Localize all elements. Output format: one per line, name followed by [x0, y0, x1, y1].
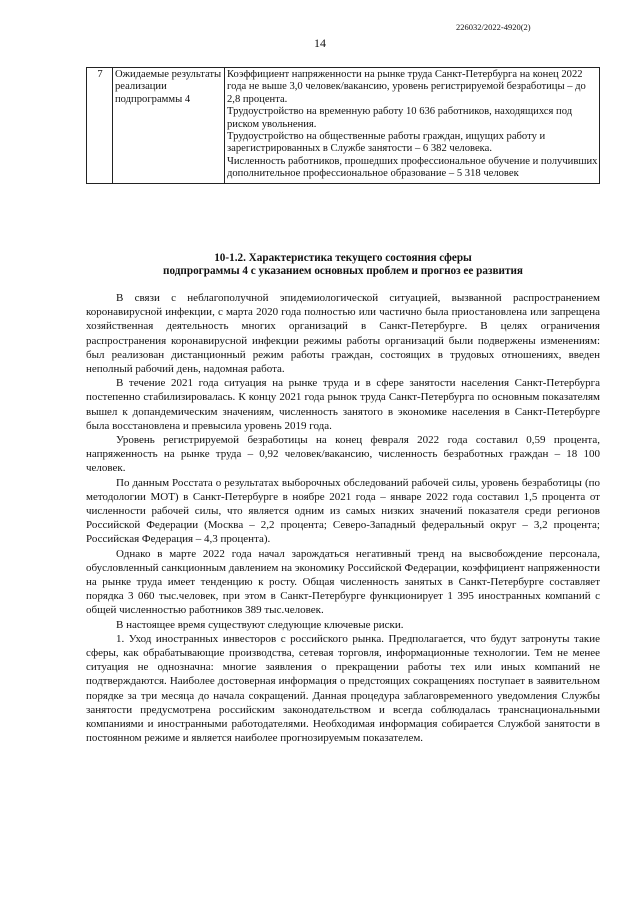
- result-line: Трудоустройство на общественные работы граждан, ищущих работу и зарегистрированных в Службе занятости – 6 382 человека.: [227, 131, 546, 155]
- table-row: [87, 68, 600, 184]
- row-label: Ожидаемые результаты реализации подпрограммы 4: [113, 68, 225, 184]
- row-content: [225, 68, 600, 184]
- paragraph: Уровень регистрируемой безработицы на конец февраля 2022 года составил 0,59 процента, напряженность на рынке труда – 0,92 человек/вакансию, численность безработных граждан – 18 100 человек.: [86, 434, 600, 475]
- paragraph: В связи с неблагополучной эпидемиологической ситуацией, вызванной распространением коронавирусной инфекции, с марта 2020 года полностью или частично была приостановлена или запрещена хозяйственная деятельность многих организаций в Санкт-Петербурге. В целях ограничения распространения коронавирусной инфекции режимы работы организаций были подвержены изменениям: был реализован дистанционный режим работы граждан, состоящих в трудовых отношениях, введен неполный рабочий день, надомная работа.: [86, 292, 600, 376]
- heading-line-1: 10-1.2. Характеристика текущего состояния сферы: [214, 252, 472, 264]
- section-body: [86, 291, 600, 746]
- row-number: 7: [87, 68, 113, 184]
- paragraph: 1. Уход иностранных инвесторов с российского рынка. Предполагается, что будут затронуты такие сферы, как обрабатывающие производства, сетевая торговля, информационные технологии. Тем не менее ситуация не однозначна: многие заявления о прекращении работы тех или иных компаний не подтверждаются. Наиболее достоверная информация о предстоящих сокращениях поступает в заявительном порядке за три месяца до начала сокращений. Данная процедура заблаговременного уведомления Службы занятости предусмотрена российским законодательством и всегда соблюдалась транснациональными компаниями и иностранными работодателями. Необходимая информация собирается Службой занятости в постоянном режиме и является наиболее прогнозируемым показателем.: [86, 632, 600, 745]
- heading-line-2: подпрограммы 4 с указанием основных проблем и прогноз ее развития: [163, 265, 523, 277]
- paragraph: В течение 2021 года ситуация на рынке труда и в сфере занятости населения Санкт-Петербурга постепенно стабилизировалась. К концу 2021 года рынок труда Санкт-Петербурга по основным показателям вышел к допандемическим значениям, численность занятого в экономике населения в Санкт-Петербурге была восстановлена и превысила уровень 2019 года.: [86, 377, 600, 432]
- results-table: [86, 67, 600, 184]
- result-line: Численность работников, прошедших профессиональное обучение и получивших дополнительное профессиональное образование – 5 318 человек: [227, 155, 598, 180]
- result-line: Коэффициент напряженности на рынке труда Санкт-Петербурга на конец 2022 года не выше 3,0 человек/вакансию, уровень регистрируемой безработицы – до 2,8 процента.: [227, 69, 586, 105]
- document-number: 226032/2022-4920(2): [456, 22, 531, 32]
- section-heading: [86, 252, 600, 278]
- page-number: 14: [314, 36, 326, 50]
- result-line: Трудоустройство на временную работу 10 636 работников, находящихся под риском увольнения.: [227, 106, 573, 130]
- paragraph: Однако в марте 2022 года начал зарождаться негативный тренд на высвобождение персонала, обусловленный санкционным давлением на экономику Российской Федерации, коэффициент напряженности на рынке труда имеет тенденцию к росту. Общая численность занятых в Санкт-Петербурге составляет порядка 3 060 тыс.человек, при этом в Санкт-Петербурге функционирует 1 395 иностранных компаний с общей численностью работников 389 тыс.человек.: [86, 547, 600, 617]
- paragraph: По данным Росстата о результатах выборочных обследований рабочей силы, уровень безработицы (по методологии МОТ) в Санкт-Петербурге в ноябре 2021 года – январе 2022 года составил 1,5 процента от численности рабочей силы, что является одним из самых низких значений показателя среди регионов Российской Федерации (Москва – 2,2 процента; Северо-Западный федеральный округ – 3,2 процента; Российская Федерация – 4,3 процента).: [86, 476, 600, 546]
- paragraph: В настоящее время существуют следующие ключевые риски.: [116, 618, 404, 631]
